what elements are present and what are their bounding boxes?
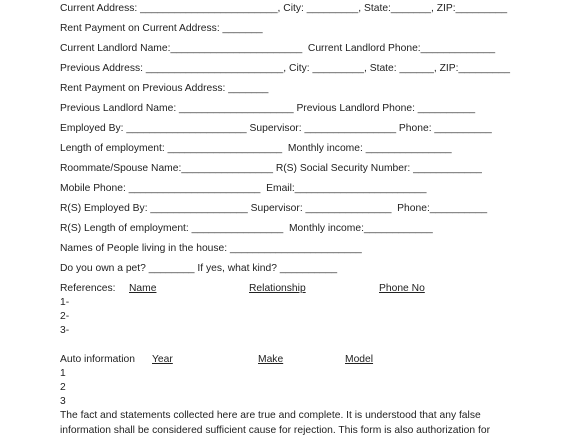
reference-row[interactable]: 1-: [60, 297, 70, 308]
roommate-field[interactable]: Roommate/Spouse Name:________________ R(S) Social Security Number: ____________: [60, 163, 482, 174]
current-address-field[interactable]: Current Address: ________________________, City: _________, State:_______, ZIP:_________: [60, 3, 508, 14]
references-header-name: Name: [129, 283, 157, 294]
previous-landlord-field[interactable]: Previous Landlord Name: ____________________ Previous Landlord Phone: __________: [60, 103, 476, 114]
pet-field[interactable]: Do you own a pet? ________ If yes, what kind? __________: [60, 263, 338, 274]
auto-row[interactable]: 1: [60, 368, 66, 379]
previous-rent-payment-field[interactable]: Rent Payment on Previous Address: _______: [60, 83, 269, 94]
mobile-email-field[interactable]: Mobile Phone: _______________________ Email:_______________________: [60, 183, 427, 194]
statement-text: information shall be considered sufficient cause for rejection. This form is also authorization for: [60, 425, 491, 436]
auto-header-year: Year: [152, 354, 173, 365]
references-header-relationship: Relationship: [249, 283, 306, 294]
current-landlord-field[interactable]: Current Landlord Name:_______________________ Current Landlord Phone:_____________: [60, 43, 496, 54]
statement-text: The fact and statements collected here are true and complete. It is understood that any false: [60, 410, 481, 421]
rs-employment-field[interactable]: R(S) Employed By: _________________ Supervisor: _______________ Phone:__________: [60, 203, 488, 214]
employment-length-field[interactable]: Length of employment: ____________________ Monthly income: _______________: [60, 143, 452, 154]
auto-row[interactable]: 2: [60, 382, 66, 393]
auto-info-label: Auto information: [60, 354, 135, 365]
employment-field[interactable]: Employed By: _____________________ Supervisor: ________________ Phone: __________: [60, 123, 492, 134]
references-header-phone: Phone No: [379, 283, 425, 294]
reference-row[interactable]: 3-: [60, 325, 70, 336]
household-members-field[interactable]: Names of People living in the house: _______________________: [60, 243, 362, 254]
previous-address-field[interactable]: Previous Address: ________________________, City: _________, State: ______, ZIP:_________: [60, 63, 510, 74]
auto-row[interactable]: 3: [60, 396, 66, 407]
current-rent-payment-field[interactable]: Rent Payment on Current Address: _______: [60, 23, 263, 34]
references-label: References:: [60, 283, 116, 294]
auto-header-make: Make: [258, 354, 284, 365]
rs-employment-length-field[interactable]: R(S) Length of employment: ________________ Monthly income:____________: [60, 223, 433, 234]
reference-row[interactable]: 2-: [60, 311, 70, 322]
auto-header-model: Model: [345, 354, 374, 365]
